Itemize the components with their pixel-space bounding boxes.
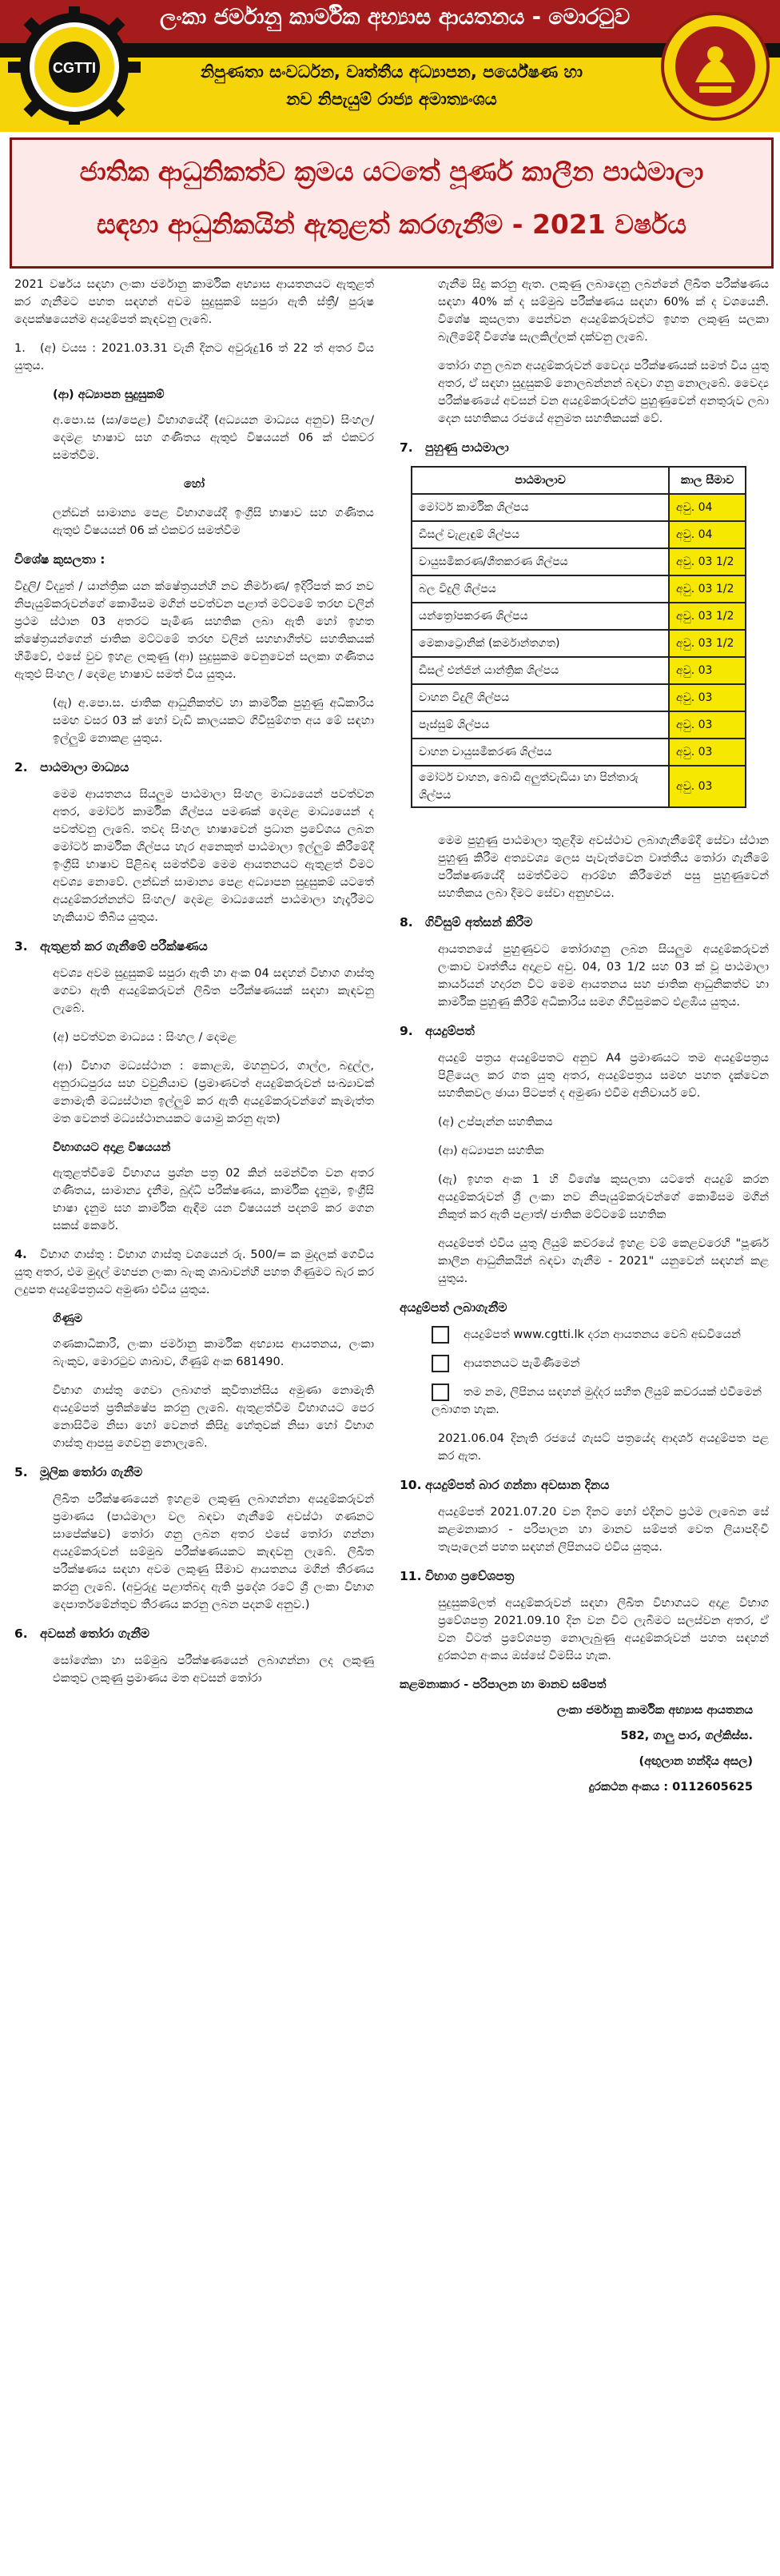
right-column <box>400 276 769 1804</box>
section-9-note: අයදුම්පත් එවිය යුතු ලියුම් කවරයේ ඉහළ වම් කෙළවරෙහි "පූර්ණ කාලීන ආධුනිකයින් බඳවා ගැනීම - 2021" යනුවෙන් සඳහන් කළ යුතුය. <box>438 1237 769 1285</box>
checkbox-icon <box>432 1326 449 1344</box>
section-6-heading <box>14 1625 374 1642</box>
section-8-number: 8. <box>400 915 413 930</box>
section-4-number: 4. <box>14 1248 27 1261</box>
special-skills-note: (ඇ) අ.පො.ස. ජාතික ආධුනිකත්ව හා කාර්මික පුහුණු අධිකාරිය සමඟ වසර 03 ක් හෝ වැඩි කාලයකට ගිවිසුම්ගත අය මේ සඳහා ඉල්ලුම් නොකළ යුතුය. <box>53 697 374 745</box>
medical-text: තෝරා ගනු ලබන අයදුම්කරුවන් වෛද්‍ය පරීක්ෂණයක් සමත් විය යුතු අතර, ඒ සඳහා සුදුසුකම් නොලබන්නන් බඳවා ගනු නොලැබේ. වෛද්‍ය පරීක්ෂණයේ අවසන් වන අයදුම්කරුවන්ට පුහුණුවෙන් අනතුරුව ලබා දෙන සහතිකය රජයේ අනුමත සහතිකයක් වේ. <box>438 360 769 425</box>
org-name: ලංකා ජර්මානු කාර්මික අභ්‍යාස ආයතනය - මොරටුව <box>160 5 631 30</box>
course-name: ඩීසල් වැළැඳුම් ශිල්පය <box>412 521 669 548</box>
header-duration: කාල සීමාව <box>669 467 746 494</box>
section-3-heading <box>14 938 374 955</box>
table-row <box>412 766 746 807</box>
or-text: හෝ <box>183 478 205 491</box>
obtain-item-text: තම නම, ලිපිනය සඳහන් මුද්දර සහිත ලියුම් කවරයක් එවීමෙන් ලබාගත හැක. <box>432 1386 762 1416</box>
checkbox-icon <box>432 1384 449 1401</box>
section-7-title: පුහුණු පාඨමාලා <box>425 440 509 455</box>
obtain-item-text: ආයතනයට පැමිණීමෙන් <box>464 1357 580 1370</box>
exam-subjects-text: ඇතුළත්වීමේ විභාගය ප්‍රශ්න පත්‍ර 02 කින් සමන්විත වන අතර ගණිතය, සාමාන්‍ය දැනීම, බුද්ධි පරීක්ෂණය, කාර්මික දැනුම, ඉංග්‍රීසි භාෂා දැනුම සහ කාර්මික ඇඳීම යන විෂයයන් පදනම් කර ගෙන සකස් කෙරේ. <box>53 1167 374 1232</box>
section-1-text: (අ) වයස : 2021.03.31 වැනි දිනට අවුරුදු16 ත් 22 ත් අතර විය යුතුය. <box>14 342 374 372</box>
course-name: වාහන වායුසමීකරණ ශිල්පය <box>412 739 669 766</box>
signature-org: ලංකා ජර්මානු කාර්මික අභ්‍යාස ආයතනය <box>556 1704 753 1717</box>
phone-number: 0112605625 <box>672 1781 753 1794</box>
course-name: යන්ත්‍රෝපකරණ ශිල්පය <box>412 603 669 630</box>
section-3-title: ඇතුළත් කර ගැනීමේ පරීක්ෂණය <box>40 939 208 954</box>
section-5-number: 5. <box>14 1465 28 1479</box>
course-duration: අවු. 03 <box>669 657 746 684</box>
course-duration: අවු. 03 1/2 <box>669 603 746 630</box>
section-8-heading <box>400 914 769 931</box>
section-6-text: සෝගේකා හා සම්මුඛ පරීක්ෂණයෙන් ලබාගන්නා ලද ලකුණු එකතුව ලකුණු ප්‍රමාණය මත අවසන් තෝරා <box>53 1654 374 1685</box>
section-9-item-a: (අ) උප්පැන්න සහතිකය <box>438 1116 553 1129</box>
title-line-1: ජාතික ආධුනිකත්ව ක්‍රමය යටතේ පූර්ණ කාලීන පාඨමාලා <box>79 156 704 187</box>
courses-table <box>411 466 746 808</box>
course-duration: අවු. 04 <box>669 494 746 521</box>
ministry-line-2: නව නිපැයුම් රාජ්‍ය අමාත්‍යංශය <box>286 90 497 109</box>
section-1-age <box>14 340 374 375</box>
course-name: ඩීසල් එන්ජින් යාන්ත්‍රික ශිල්පය <box>412 657 669 684</box>
section-4-fee <box>14 1246 374 1299</box>
course-name: වාහන විදුලි ශිල්පය <box>412 684 669 711</box>
course-name: මෝටර් කාර්මික ශිල්පය <box>412 494 669 521</box>
course-duration: අවු. 03 1/2 <box>669 630 746 657</box>
section-5-title: මූලික තෝරා ගැනීම <box>40 1465 143 1479</box>
section-10-title: අයදුම්පත් බාර ගන්නා අවසාන දිනය <box>425 1478 610 1492</box>
section-7-heading <box>400 439 769 456</box>
header <box>0 0 780 132</box>
course-duration: අවු. 03 <box>669 766 746 807</box>
intro-paragraph: 2021 වර්ෂය සඳහා ලංකා ජර්මානු කාර්මික අභ්‍යාස ආයතනයට ඇතුළත් කර ගැනීමට පහත සඳහන් අවම සුදුසුකම් සපුරා ඇති ස්ත්‍රී/ පුරුෂ දෙපක්ෂයෙන්ම අයදුම්පත් කැඳවනු ලැබේ. <box>14 278 374 326</box>
logo-text: CGTTI <box>53 60 96 76</box>
section-5-heading <box>14 1463 374 1481</box>
section-7-number: 7. <box>400 440 413 455</box>
section-8-title: ගිවිසුම් අත්සන් කිරීම <box>425 915 533 930</box>
section-9-item-c: (ඇ) ඉහත අංක 1 හි විශේෂ කුසලතා යටතේ අයදුම් කරන අයදුම්කරුවන් ශ්‍රී ලංකා නව නිපැයුම්කරුවන්ගේ කොමිසම මගින් නිකුත් කර ඇති පළාත්/ ජාතික මට්ටමේ සහතික <box>438 1173 769 1221</box>
obtain-item-text: අයදුම්පත් www.cgtti.lk දරන ආයතනය වෙබ් අඩවියෙන් <box>464 1328 741 1341</box>
obtain-item-web <box>432 1326 769 1344</box>
section-2-heading <box>14 758 374 776</box>
section-9-item-b: (ආ) අධ්‍යාපන සහතික <box>438 1145 544 1157</box>
section-9-text: අයදුම් පත්‍රය අයදුම්පතට අනුව A4 ප්‍රමාණයට තම අයදුම්පත්‍රය පිළියෙල කර ගත යුතු අතර, අයදුම්පත්‍රය සමඟ පහත දැක්වෙන සහතිකවල ඡායා පිටපත් ද අමුණා එවීම අනිවාර්ය වේ. <box>438 1052 769 1100</box>
course-duration: අවු. 03 1/2 <box>669 548 746 575</box>
section-1-education-heading: (ආ) අධ්‍යාපන සුදුසුකම් <box>53 388 165 401</box>
section-3-number: 3. <box>14 939 28 954</box>
course-name: බල විදුලි ශිල්පය <box>412 575 669 603</box>
section-11-title: විභාග ප්‍රවේශපත්‍ර <box>425 1569 515 1583</box>
obtain-item-post <box>432 1384 769 1419</box>
section-9-heading <box>400 1022 769 1040</box>
table-row <box>412 684 746 711</box>
cgtti-logo-icon <box>6 5 142 125</box>
section-11-heading <box>400 1567 769 1585</box>
phone-line <box>400 1778 769 1796</box>
special-skills-heading: විශේෂ කුසලතා : <box>14 552 105 567</box>
section-11-text: සුදුසුකම්ලත් අයදුම්කරුවන් සඳහා ලිඛිත විභාගයට අදාළ විභාග ප්‍රවේශපත්‍ර 2021.09.10 දින වන විට ලැබීමට සලස්වන අතර, ඒ වන විටත් ප්‍රවේශපත්‍ර නොලැබුණු අයදුම්කරුවන් පහත සඳහන් දුරකථන අංකය ඔස්සේ විමසිය හැක. <box>438 1597 769 1662</box>
courses-table-header <box>412 467 746 494</box>
section-3-medium: (අ) පවත්වන මාධ්‍යය : සිංහල / දෙමළ <box>53 1031 237 1044</box>
course-duration: අවු. 03 <box>669 739 746 766</box>
left-column <box>14 276 374 1698</box>
table-row <box>412 494 746 521</box>
section-7-note: මෙම පුහුණු පාඨමාලා තුළදීම අවස්ථාව ලබාගැනීමේදී සේවා ස්ථාන පුහුණු කිරීම අත්‍යවශ්‍ය ලෙස පැවැත්වෙන වෘත්තීය තෝරා ගැනීමේ පරීක්ෂණයේදී සමත්වීමට ආරම්භ කිරීමෙන් පසු පුහුණුවෙන් සහතිකය ලබා දීමට සේවා අනුභවය. <box>438 834 769 900</box>
course-name: මෙකාට්‍රොනික් (කර්මාන්තගත) <box>412 630 669 657</box>
checkbox-icon <box>432 1355 449 1372</box>
title-line-2: සඳහා ආධුනිකයින් ඇතුළත් කරගැනීම - 2021 වර්ෂය <box>96 209 687 240</box>
section-2-text: මෙම ආයතනය සියලුම පාඨමාලා සිංහල මාධ්‍යයෙන් පවත්වන අතර, මෝටර් කාර්මික ශිල්පය පමණක් දෙමළ මාධ්‍යයෙන් ද පවත්වනු ලැබේ. තවද සිංහල භාෂාවෙන් ප්‍රධාන ප්‍රවේශය ලබන මෝටර් කාර්මික ශිල්පය හැර අනෙකුත් පාඨමාලා ඉල්ලුම් කිරීමේදී ඉංග්‍රීසි භාෂාව පිළිබඳ සමත්වීම මෙම ආයතනයට ඇතුළත් වීමට අවශ්‍ය නොවේ. ලන්ඩන් සාමාන්‍ය පෙළ අධ්‍යාපන සුදුසුකම් යටතේ අයදුම්කරන්නන්ට සිංහල/ දෙමළ මාධ්‍යයෙන් පාඨමාලා හැදෑරීමට හැකියාව තිබිය යුතුය. <box>53 788 374 924</box>
phone-label: දුරකථන අංකය : <box>588 1781 669 1794</box>
account-text: ගණකාධිකාරී, ලංකා ජර්මානු කාර්මික අභ්‍යාස ආයතනය, ලංකා බැංකුව, මොරටුව ශාඛාව, ගිණුම් අංක 681490. <box>53 1338 374 1368</box>
section-2-number: 2. <box>14 760 28 774</box>
title-banner <box>10 137 774 269</box>
course-duration: අවු. 03 <box>669 684 746 711</box>
signature-title: කළමනාකාර - පරිපාලන හා මානව සම්පත් <box>400 1678 607 1691</box>
sri-lanka-emblem-icon <box>659 6 771 126</box>
section-1-number: 1. <box>14 342 26 355</box>
section-6-title: අවසන් තෝරා ගැනීම <box>40 1626 150 1641</box>
section-9-number: 9. <box>400 1024 413 1038</box>
account-heading: ගිණුම <box>53 1312 83 1325</box>
course-name: මෝටර් වාහන, බොඩි අලුත්වැඩියා හා පින්තාරු ශිල්පය <box>412 766 669 807</box>
table-row <box>412 575 746 603</box>
exam-subjects-heading: විභාගයට අදාළ විෂයයන් <box>53 1141 171 1154</box>
table-row <box>412 739 746 766</box>
section-5-text: ලිඛිත පරීක්ෂණයෙන් ඉහළම ලකුණු ලබාගන්නා අයදුම්කරුවන් ප්‍රමාණය (පාඨමාලා වල බඳවා ගැනීමේ අවස්ථා ගණනට සාපේක්ෂව) තෝරා ගනු ලබන අතර එසේ තෝරා ගන්නා අයදුම්කරුවන් සම්මුඛ පරීක්ෂණයකට කැඳවනු ලැබේ. ලිඛිත පරීක්ෂණය සඳහා අවම ලකුණු සීමාව ආයතනය මගින් තීරණය කරනු ලැබේ. (අවුරුදු පළාත්බද ඇති ප්‍රදේශ රටේ ශ්‍රී ලංකා විභාග දෙපාර්තමේන්තුව තීරණය කරනු ලබන පදනම් අනුව.) <box>53 1493 374 1611</box>
header-course: පාඨමාලාව <box>412 467 669 494</box>
obtain-application-heading: අයදුම්පත් ලබාගැනීම <box>400 1300 507 1315</box>
table-row <box>412 548 746 575</box>
section-8-text: ආයතනයේ පුහුණුවට තෝරාගනු ලබන සියලුම අයදුම්කරුවන් ලංකාව වෘත්තීය අදාළව අවු. 04, 03 1/2 සහ 03 ක් වූ පාඨමාලා කාර්යයන් හදාරන විට මෙම ආයතනය සහ ජාතික ආධුනිකත්ව හා කාර්මික පුහුණු කිරීම් අධිකාරිය සමග ගිවිසුමකට එළඹිය යුතුය. <box>438 943 769 1009</box>
section-10-heading <box>400 1476 769 1494</box>
course-duration: අවු. 03 <box>669 711 746 739</box>
section-11-number: 11. <box>400 1569 422 1583</box>
ministry-line-1: නිපුණතා සංවර්ධන, වෘත්තීය අධ්‍යාපන, පර්යේෂණ හා <box>200 62 583 82</box>
course-name: පෑස්සුම් ශිල්පය <box>412 711 669 739</box>
section-10-text: අයදුම්පත් 2021.07.20 වන දිනට හෝ එදිනට ප්‍රථම ලැබෙන සේ කළමනාකාර - පරිපාලන හා මානව සම්පත් වෙත ලියාපදිංචි තැපෑලෙන් පහත සඳහන් ලිපිනයට එවිය යුතුය. <box>438 1506 769 1554</box>
special-skills-text: විදුලි/ විද්‍යුත් / යාන්ත්‍රික යන ක්ෂේත්‍රයන්හි නව නිර්මාණ/ ඉදිරිපත් කර නව නිපැයුම්කරුවන්ගේ කොමිසම මගින් පවත්වන පළාත් මට්ටමේ තරඟ වලින් ප්‍රථම ස්ථාන 03 අතරට පැමිණ සහතික ලබා ඇති හෝ ඉහත ක්ෂේත්‍රයන්ගෙන් ජාතික මට්ටමේ තරඟ වලින් සහභාගිත්ව සහතිකයක් හිමිවේ, එසේ වුව ඉහළ ලකුණු (ආ) සුදුසුකම වෙනුවෙන් සලකා ගණිතය ඇතුළු සිංහල / දෙමළ භාෂාව සමත් විය යුතුය. <box>14 580 374 681</box>
section-10-number: 10. <box>400 1478 422 1492</box>
selection-continued: ගැනීම සිදු කරනු ඇත. ලකුණු ලබාදෙනු ලබන්නේ ලිඛිත පරීක්ෂණය සඳහා 40% ක් ද සම්මුඛ පරීක්ෂණය සඳහා 60% ක් ද වශයෙනි. විශේෂ කුසලතා පෙන්වන අයදුම්කරුවන්ට ඉහත ලකුණු සලකා බැලීමේදී විශේෂ සැලකිල්ලක් දක්වනු ලැබේ. <box>438 278 769 344</box>
section-1-london-text: ලන්ඩන් සාමාන්‍ය පෙළ විභාගයේදී ඉංග්‍රීසි භාෂාව සහ ගණිතය ඇතුළු විෂයයන් 06 ක් එකවර සමත්වීම <box>53 507 374 537</box>
course-name: වායුසමීකරණ/ශීතකරණ ශිල්පය <box>412 548 669 575</box>
section-2-title: පාඨමාලා මාධ්‍යය <box>40 760 129 774</box>
table-row <box>412 521 746 548</box>
section-3-centres: (ආ) විභාග මධ්‍යස්ථාන : කොළඹ, මහනුවර, ගාල්ල, බදුල්ල, අනුරාධපුරය සහ වවුනියාව (ප්‍රමාණවත් අයදුම්කරුවන් සංඛ්‍යාවක් නොමැති මධ්‍යස්ථාන ඉල්ලුම් කර ඇති අයදුම්කරුවන්ගේ කැමැත්ත මත වෙනත් මධ්‍යස්ථානයකට යොමු කරනු ඇත) <box>53 1060 374 1125</box>
course-duration: අවු. 04 <box>669 521 746 548</box>
section-4-text: විභාග ගාස්තු : විභාග ගාස්තු වශයෙන් රු. 500/= ක මුදලක් ගෙවිය යුතු අතර, එම මුදල් මහජන ලංකා බැංකු ශාඛාවන්හි පහත ගිණුමට බැර කර ලදුපත අයදුම්පත්‍රයට අමුණා එවිය යුතුය. <box>14 1248 374 1296</box>
gazette-note: 2021.06.04 දිනැති රජයේ ගැසට් පත්‍රයේද ආදර්ශ අයදුම්පත පළ කර ඇත. <box>438 1432 769 1463</box>
table-row <box>412 603 746 630</box>
section-4-note: විභාග ගාස්තු ගෙවා ලබාගත් කුවිතාන්සිය අමුණා නොමැති අයදුම්පත් ප්‍රතික්ෂේප කරනු ලැබේ. ඇතුළත්වීම විභාගයට පෙර නොසිටීම නිසා හෝ වෙනත් කිසිදු හේතුවක් නිසා හෝ විභාග ගාස්තු ආපසු ගෙවනු නොලැබේ. <box>53 1384 374 1450</box>
table-row <box>412 711 746 739</box>
course-duration: අවු. 03 1/2 <box>669 575 746 603</box>
signature-address: 582, ගාලු පාර, ගල්කිස්ස. <box>620 1730 753 1742</box>
table-row <box>412 630 746 657</box>
signature-landmark: (අඟුලාන හන්දිය අසල) <box>639 1755 753 1768</box>
section-1-education-text: අ.පො.ස (සා/පෙළ) විභාගයේදී (අධ්‍යයන මාධ්‍යය අනුව) සිංහල/ දෙමළ භාෂාව සහ ගණිතය ඇතුළු විෂයයන් 06 ක් එකවර සමත්වීම. <box>53 414 374 462</box>
section-3-text: අවශ්‍ය අවම සුදුසුකම් සපුරා ඇති හා අංක 04 සඳහන් විභාග ගාස්තු ගෙවා ඇති අයදුම්කරුවන් ලිඛිත පරීක්ෂණයක් සඳහා කැඳවනු ලැබේ. <box>53 967 374 1015</box>
section-6-number: 6. <box>14 1626 28 1641</box>
section-9-title: අයදුම්පත් <box>425 1024 475 1038</box>
table-row <box>412 657 746 684</box>
obtain-item-visit <box>432 1355 769 1372</box>
